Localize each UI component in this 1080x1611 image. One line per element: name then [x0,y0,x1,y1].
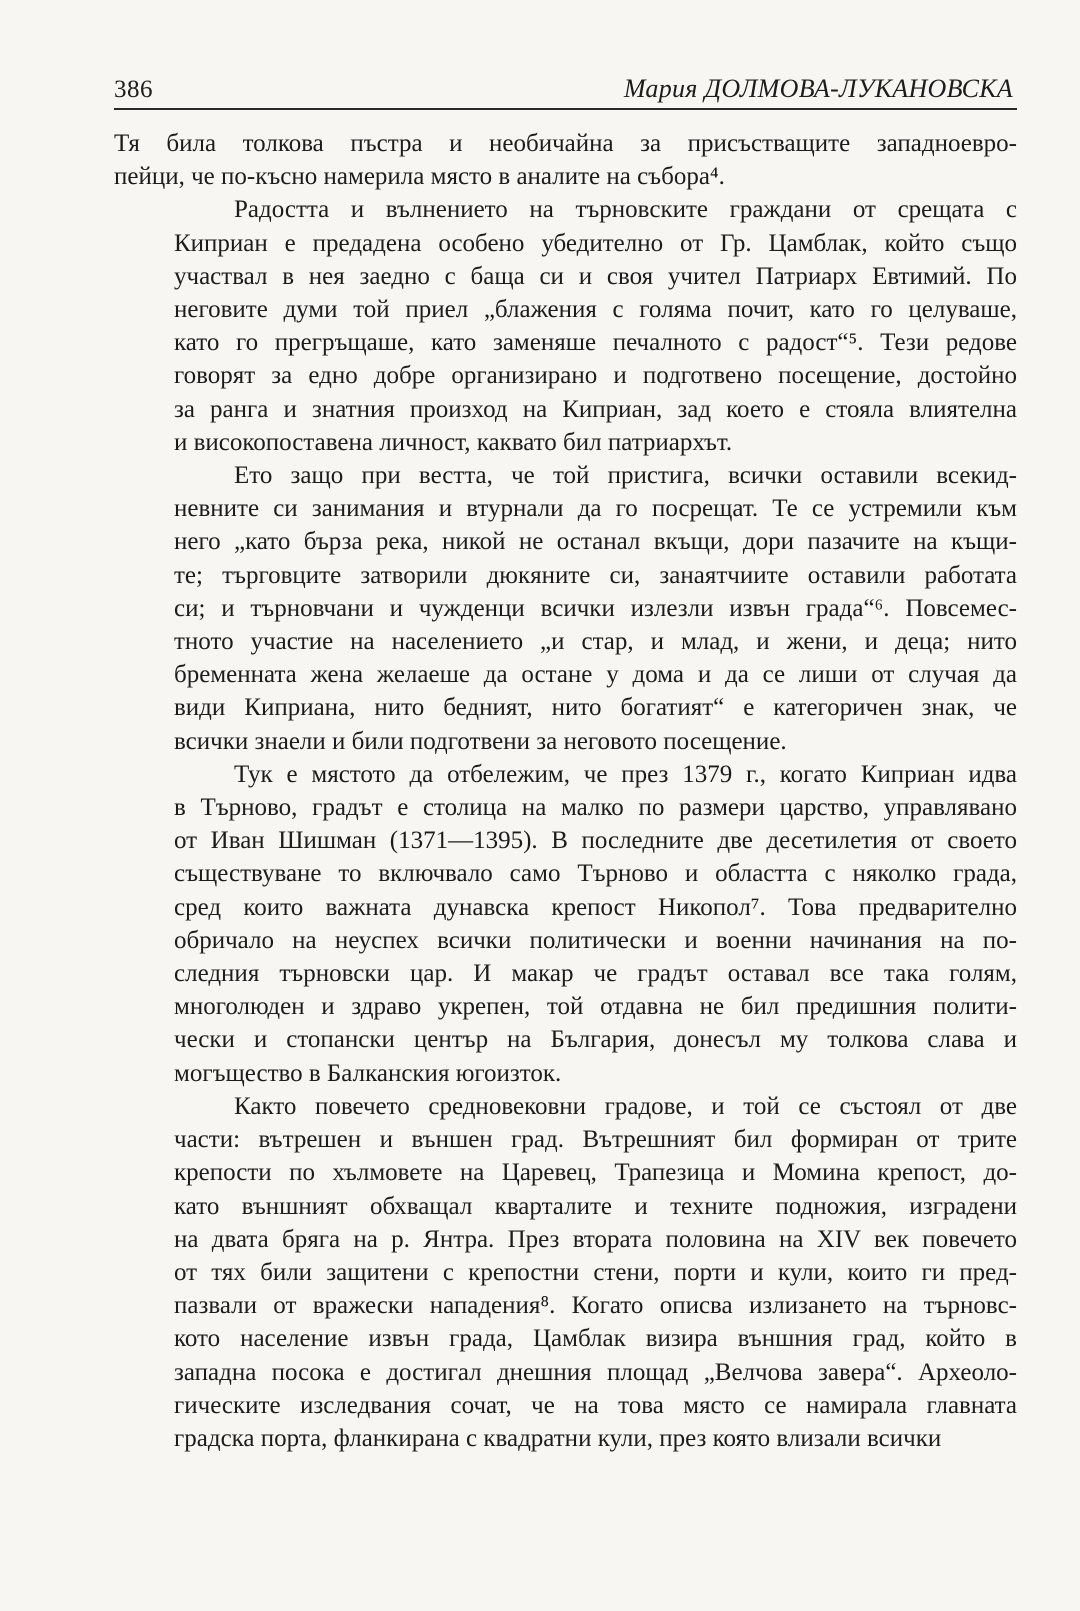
text-line: сред които важната дунавска крепост Никопол⁷. Това предварително [174,893,1017,921]
text-line: следния търновски цар. И макар че градът оставал все така голям, [174,960,1017,988]
text-line: те; търговците затворили дюкяните си, занаятчиите оставили работата [174,561,1017,589]
text-line: участвал в нея заедно с баща си и своя учител Патриарх Евтимий. По [174,262,1017,290]
paragraph [114,758,1017,1090]
paragraph [114,459,1017,758]
text-line: Радостта и вълнението на търновските граждани от срещата с [234,196,1017,224]
text-line: Тук е мястото да отбележим, че през 1379 г., когато Киприан идва [234,760,1017,788]
text-line: тното участие на населението „и стар, и млад, и жени, и деца; нито [174,628,1017,656]
text-line: Ето защо при вестта, че той пристига, всички оставили всекид- [234,462,1017,490]
text-line: бременната жена желаеше да остане у дома и да се лиши от случая да [174,661,1017,689]
text-line: от Иван Шишман (1371—1395). В последните две десетилетия от своето [174,827,1017,855]
page-header [114,72,1017,110]
paragraph [114,127,1017,193]
text-line: като го прегръщаше, като заменяше печалното с радост“⁵. Тези редове [174,329,1017,357]
text-line: в Търново, градът е столица на малко по размери царство, управлявано [174,794,1017,822]
text-line: види Киприана, нито бедният, нито богатият“ е категоричен знак, че [174,694,1017,722]
running-head-author: Мария ДОЛМОВА-ЛУКАНОВСКА [623,74,1013,103]
text-line: си; и търновчани и чужденци всички излезли извън града“⁶. Повсемес- [174,594,1017,622]
text-line: крепости по хълмовете на Царевец, Трапезица и Момина крепост, до- [174,1159,1017,1187]
text-line: съществуване то включвало само Търново и областта с няколко града, [174,860,1017,888]
text-line: Както повечето средновековни градове, и той се състоял от две [234,1092,1017,1120]
text-line: неговите думи той приел „блажения с голяма почит, като го целуваше, [174,296,1017,324]
text-line: градска порта, фланкирана с квадратни кули, през която влизали всички [174,1424,942,1452]
text-line: гическите изследвания сочат, че на това място се намирала главната [174,1391,1017,1419]
text-line: него „като бърза река, никой не останал вкъщи, дори пазачите на къщи- [174,528,1017,556]
text-line: Тя била толкова пъстра и необичайна за присъстващите западноевро- [114,130,1017,157]
text-line: многолюден и здраво укрепен, той отдавна не бил предишния полити- [174,993,1017,1021]
paragraph [114,1090,1017,1455]
text-line: като външният обхващал кварталите и техните подножия, изградени [174,1192,1017,1220]
text-line: Киприан е предадена особено убедително от Гр. Цамблак, който също [174,229,1017,257]
text-line: западна посока е достигал днешния площад „Велчова завера“. Археоло- [174,1358,1017,1386]
body-text [114,127,1017,1455]
text-line: кото население извън града, Цамблак визира външния град, който в [174,1325,1017,1353]
text-line: части: вътрешен и външен град. Вътрешният бил формиран от трите [174,1126,1017,1154]
page-number: 386 [114,76,153,103]
text-line: говорят за едно добре организирано и подготвено посещение, достойно [174,362,1017,390]
text-line: обричало на неуспех всички политически и военни начинания на по- [174,926,1017,954]
text-line: пазвали от вражески нападения⁸. Когато описва излизането на търновс- [174,1292,1017,1320]
text-line: невните си занимания и втурнали да го посрещат. Те се устремили към [174,495,1017,523]
text-line: пейци, че по-късно намерила място в аналите на събора⁴. [114,163,725,191]
text-line: за ранга и знатния произход на Киприан, зад което е стояла влиятелна [174,395,1017,423]
text-line: на двата бряга на р. Янтра. През втората половина на XIV век повечето [174,1225,1017,1253]
text-line: от тях били защитени с крепостни стени, порти и кули, които ги пред- [174,1258,1017,1286]
text-line: могъщество в Балканския югоизток. [174,1059,562,1087]
text-line: и високопоставена личност, каквато бил патриархът. [174,428,733,456]
paragraph [114,193,1017,459]
text-line: чески и стопански център на България, донесъл му толкова слава и [174,1026,1017,1054]
text-line: всички знаели и били подготвени за неговото посещение. [174,727,787,755]
